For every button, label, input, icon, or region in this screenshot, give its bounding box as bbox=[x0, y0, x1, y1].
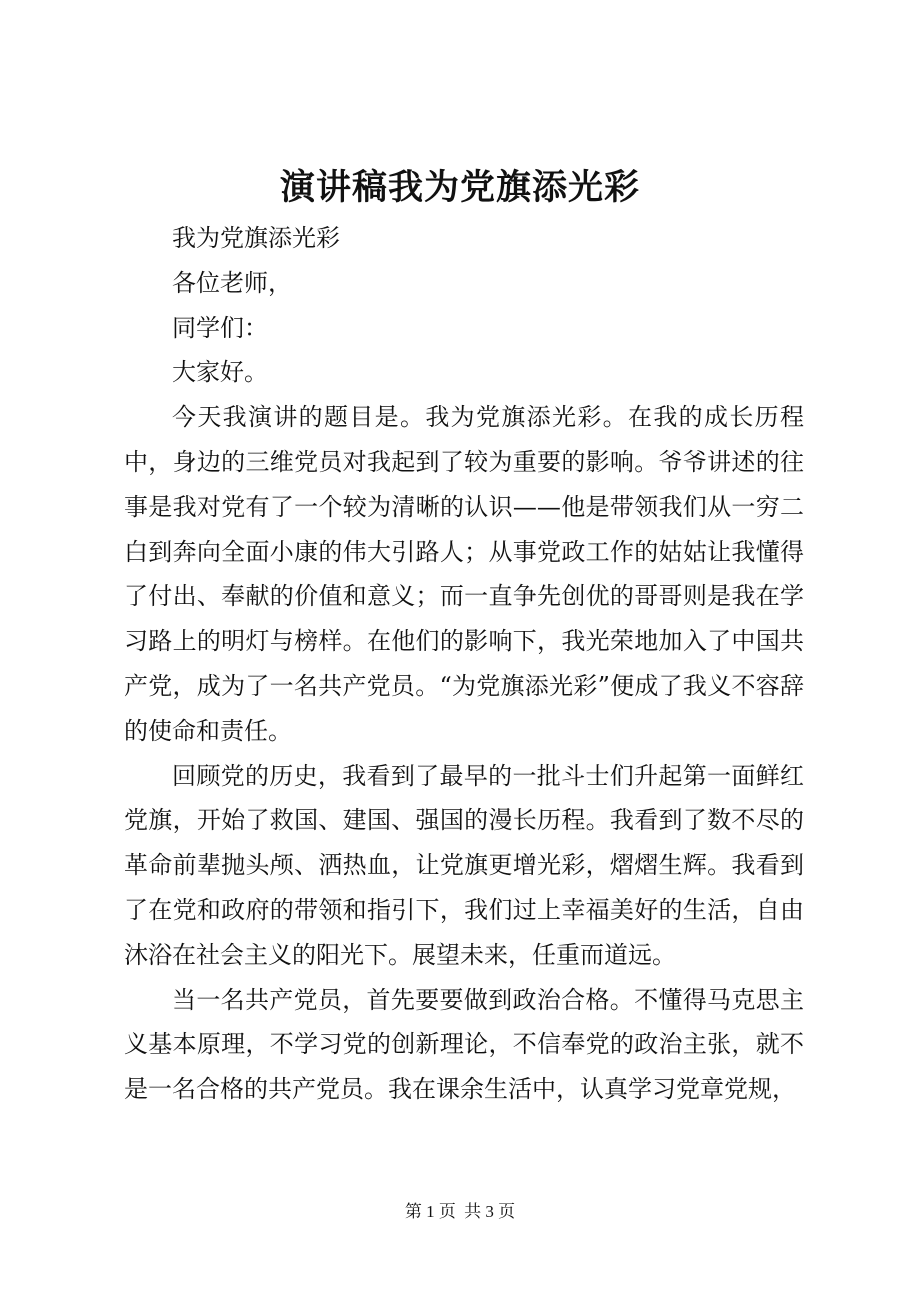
paragraph: 当一名共产党员，首先要要做到政治合格。不懂得马克思主义基本原理，不学习党的创新理论，不信奉党的政治主张，就不是一名合格的共产党员。我在课余生活中，认真学习党章党规， bbox=[124, 985, 804, 1104]
paragraph: 各位老师， bbox=[172, 268, 292, 297]
page-total: 共 3 页 bbox=[464, 1202, 516, 1221]
document-title: 演讲稿我为党旗添光彩 bbox=[279, 167, 640, 208]
paragraph: 回顾党的历史，我看到了最早的一批斗士们升起第一面鲜红党旗，开始了救国、建国、强国的漫长历程。我看到了数不尽的革命前辈抛头颅、洒热血，让党旗更增光彩，熠熠生辉。我看到了在党和政府的带领和指引下，我们过上幸福美好的生活，自由沐浴在社会主义的阳光下。展望未来，任重而道远。 bbox=[124, 761, 804, 969]
page-footer bbox=[0, 1200, 920, 1224]
paragraph: 同学们： bbox=[172, 313, 268, 342]
paragraph: 今天我演讲的题目是。我为党旗添光彩。在我的成长历程中，身边的三维党员对我起到了较为重要的影响。爷爷讲述的往事是我对党有了一个较为清晰的认识——他是带领我们从一穷二白到奔向全面小康的伟大引路人；从事党政工作的姑姑让我懂得了付出、奉献的价值和意义；而一直争先创优的哥哥则是我在学习路上的明灯与榜样。在他们的影响下，我光荣地加入了中国共产党，成为了一名共产党员。“为党旗添光彩”便成了我义不容辞的使命和责任。 bbox=[124, 403, 804, 745]
document-body bbox=[124, 216, 804, 1112]
paragraph: 我为党旗添光彩 bbox=[172, 224, 340, 252]
page-number: 第 1 页 bbox=[404, 1202, 456, 1221]
paragraph: 大家好。 bbox=[172, 358, 268, 387]
